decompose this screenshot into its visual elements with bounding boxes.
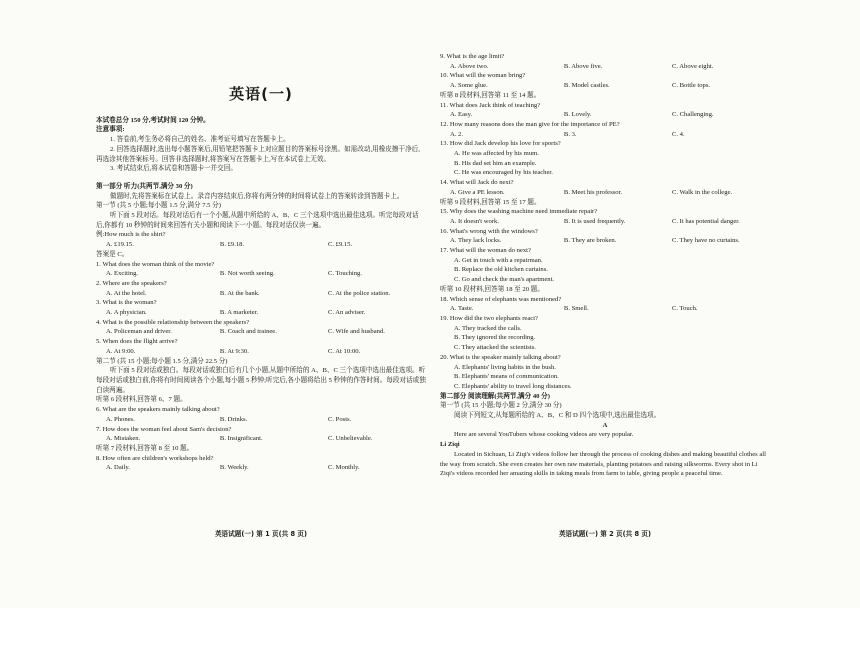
question-text: 4. What is the possible relationship between the speakers?: [96, 318, 250, 326]
example-options: [96, 240, 426, 250]
question-options: [440, 236, 770, 246]
question-18: [440, 295, 770, 314]
question-10: [440, 71, 770, 90]
question-text: 9. What is the age limit?: [440, 53, 505, 60]
section2-intro: 听下面 5 段对话或独白。每段对话或独白后有几个小题,从题中所给的 A、B、C 三个选项中选出最佳选项。听每段对话或独白前,你将有时间阅读各个小题,每小题 5 秒钟;听完后,各小题将给出 5 秒钟的作答时间。每段对话或独白读两遍。: [96, 367, 426, 394]
option: B. His dad set him an example.: [454, 159, 537, 167]
question-15: [440, 207, 770, 226]
option: C. Touching.: [327, 270, 363, 278]
section1-intro: 听下面 5 段对话。每段对话后有一个小题,从题中所给的 A、B、C 三个选项中选出最佳选项。听完每段对话后,你都有 10 秒钟的时间来回答有关小题和阅读下一小题。每段对话仅读一遍。: [96, 212, 419, 229]
question-options: [440, 188, 770, 198]
option: C. Go and check the man's apartment.: [454, 276, 555, 284]
listening-material-8: 听第 8 段材料,回答第 11 至 14 题。: [440, 91, 541, 99]
option: B. Model castles.: [563, 82, 610, 90]
question-options: [96, 308, 426, 318]
question-options: [96, 347, 426, 357]
passage-label: A: [602, 421, 608, 429]
example-answer: 答案是 C。: [96, 250, 129, 258]
option: B. They ignored the recording.: [454, 334, 536, 342]
option: B. They are broken.: [563, 237, 617, 245]
option: B. Above five.: [563, 62, 603, 70]
listening-material-9: 听第 9 段材料,回答第 15 至 17 题。: [440, 198, 541, 206]
part2-intro: 阅读下列短文,从每题所给的 A、B、C 和 D 四个选项中,选出最佳选项。: [454, 412, 661, 420]
option: B. A marketer.: [219, 309, 259, 317]
note-1: 1. 答卷前,考生务必将自己的姓名、准考证号填写在答题卡上。: [110, 136, 290, 144]
part2-section1-heading: 第一节 (共 15 小题;每小题 2 分,满分 30 分): [440, 402, 562, 410]
option: A. Get in touch with a repairman.: [454, 256, 543, 264]
option: B. Replace the old kitchen curtains.: [454, 266, 548, 274]
question-text: 7. How does the woman feel about Sam's decision?: [96, 425, 232, 433]
question-16: [440, 227, 770, 246]
option: B. £9.18.: [219, 241, 245, 249]
question-text: 1. What does the woman think of the movie?: [96, 260, 215, 268]
option: A. At 9:00.: [106, 347, 136, 355]
question-7: [96, 425, 426, 444]
part2-heading: 第二部分 阅读理解(共两节,满分 40 分): [440, 392, 550, 400]
option: B. Insignificant.: [219, 435, 263, 443]
question-14: [440, 178, 770, 197]
option: A. Policeman and driver.: [106, 328, 172, 336]
option: A. They tracked the calls.: [454, 324, 522, 332]
question-text: 2. Where are the speakers?: [96, 279, 167, 287]
option: C. Posts.: [327, 415, 352, 423]
option: A. £19.15.: [106, 241, 134, 249]
option: C. £9.15.: [327, 241, 353, 249]
question-text: 11. What does Jack think of teaching?: [440, 101, 541, 109]
option: A. Elephants' living habits in the bush.: [454, 363, 556, 371]
question-options: [440, 62, 770, 72]
option: C. Unbelievable.: [327, 435, 373, 443]
option: C. Monthly.: [327, 464, 360, 472]
passage-subheading: Li Ziqi: [440, 441, 460, 449]
option: C. An adviser.: [327, 309, 366, 317]
option: A. Easy.: [450, 111, 473, 119]
option: B. 3.: [563, 130, 577, 138]
question-text: 3. What is the woman?: [96, 299, 157, 307]
option: C. It has potential danger.: [671, 217, 740, 225]
question-options: [96, 269, 426, 279]
option: A. It doesn't work.: [450, 217, 499, 225]
option: C. Elephants' ability to travel long distances.: [454, 382, 572, 390]
option: B. Weekly.: [219, 464, 249, 472]
part1-intro: 做题时,先将答案标在试卷上。录音内容结束后,你将有两分钟的时间将试卷上的答案转涂到答题卡上。: [110, 192, 404, 200]
question-options: [96, 289, 426, 299]
option: A. Daily.: [106, 464, 130, 472]
option: B. Not worth seeing.: [219, 270, 275, 278]
page-footer-2: 英语试题(一) 第 2 页(共 8 页): [558, 530, 652, 538]
section2-heading: 第二节 (共 15 小题;每小题 1.5 分,满分 22.5 分): [96, 357, 228, 365]
option: C. They have no curtains.: [671, 237, 740, 245]
option: B. Smell.: [563, 305, 589, 313]
question-13: [440, 139, 770, 178]
question-text: 15. Why does the washing machine need immediate repair?: [440, 208, 598, 216]
page-footer-1: 英语试题(一) 第 1 页(共 8 页): [214, 530, 308, 538]
question-8: [96, 454, 426, 473]
question-9: [440, 52, 770, 71]
question-options: [96, 415, 426, 425]
option: A. Taste.: [450, 305, 474, 313]
question-text: 6. What are the speakers mainly talking about?: [96, 406, 220, 414]
option: C. At the police station.: [327, 289, 391, 297]
option: C. They attacked the scientists.: [454, 344, 536, 352]
option: C. Bottle tops.: [671, 82, 711, 90]
question-12: [440, 120, 770, 139]
option: C. At 10:00.: [327, 347, 361, 355]
listening-material-6: 听第 6 段材料,回答第 6、7 题。: [96, 396, 187, 404]
option: B. Coach and trainee.: [219, 328, 277, 336]
question-2: [96, 279, 426, 298]
listening-material-7: 听第 7 段材料,回答第 8 至 10 题。: [96, 444, 194, 452]
section1-heading: 第一节 (共 5 小题;每小题 1.5 分,满分 7.5 分): [96, 202, 221, 210]
question-text: 13. How did Jack develop his love for sports?: [440, 140, 561, 148]
option: A. Mistaken.: [106, 435, 141, 443]
passage-body: Located in Sichuan, Li Ziqi's videos follow her through the process of cooking dishes and making beautiful clothes all the way from scratch. She even creates her own raw materials, planting potatoes and raising silkworms. Every shot in Li Ziqi's videos recorded her amazing skills in taking meals from farm to table, giving people a peaceful time.: [440, 450, 766, 478]
option: B. At the bank.: [219, 289, 260, 297]
question-1: [96, 260, 426, 279]
option: C. Challenging.: [671, 111, 714, 119]
question-text: 16. What's wrong with the windows?: [440, 227, 538, 235]
option: C. Walk in the college.: [671, 188, 733, 196]
question-text: 5. When does the flight arrive?: [96, 338, 178, 346]
question-options: [96, 434, 426, 444]
question-options: [96, 463, 426, 473]
question-text: 17. What will the woman do next?: [440, 247, 531, 255]
question-17: [440, 246, 770, 285]
question-6: [96, 405, 426, 424]
option: C. Wife and husband.: [327, 328, 385, 336]
question-11: [440, 101, 770, 120]
option: A. A physician.: [106, 309, 147, 317]
option: A. He was affected by his mum.: [454, 150, 539, 158]
left-column: [96, 0, 426, 608]
question-text: 20. What is the speaker mainly talking about?: [440, 353, 561, 361]
question-options: [440, 304, 770, 314]
note-2: 2. 回答选择题时,选出每小题答案后,用铅笔把答题卡上对应题目的答案标号涂黑。如需改动,用橡皮擦干净后,再选涂其他答案标号。回答非选择题时,将答案写在答题卡上,写在本试卷上无效。: [96, 145, 420, 163]
question-text: 10. What will the woman bring?: [440, 72, 526, 80]
question-3: [96, 298, 426, 317]
option: A. Exciting.: [106, 270, 139, 278]
page-title: 英语(一): [229, 85, 293, 103]
listening-material-10: 听第 10 段材料,回答第 18 至 20 题。: [440, 285, 544, 293]
question-5: [96, 337, 426, 356]
option: C. He was encouraged by his teacher.: [454, 169, 553, 177]
option: A. At the hotel.: [106, 289, 147, 297]
right-column: [440, 52, 770, 660]
option: B. Elephants' means of communication.: [454, 373, 559, 381]
question-options: [440, 130, 770, 140]
option: A. Phones.: [106, 415, 135, 423]
part1-heading: 第一部分 听力(共两节,满分 30 分): [96, 182, 193, 190]
passage-intro: Here are several YouTubers whose cooking videos are very popular.: [454, 431, 634, 439]
question-text: 19. How did the two elephants react?: [440, 314, 538, 322]
option: C. 4.: [671, 130, 685, 138]
question-19: [440, 314, 770, 353]
question-options: [440, 110, 770, 120]
option: A. Give a PE lesson.: [450, 188, 505, 196]
option: A. Some glue.: [450, 82, 488, 90]
option: B. Lovely.: [563, 111, 592, 119]
question-options: [96, 327, 426, 337]
exam-info: 本试卷总分 150 分,考试时间 120 分钟。: [96, 116, 210, 124]
question-text: 14. What will Jack do next?: [440, 179, 514, 187]
option: B. It is used frequently.: [563, 217, 626, 225]
option: A. They lack locks.: [450, 237, 502, 245]
question-text: 8. How often are children's workshops held?: [96, 454, 214, 462]
option: C. Above eight.: [671, 62, 714, 70]
question-text: 18. Which sense of elephants was mentioned?: [440, 295, 562, 303]
example-question: 例:How much is the shirt?: [96, 231, 166, 239]
question-20: [440, 353, 770, 392]
option: B. Drinks.: [219, 415, 248, 423]
option: B. Meet his professor.: [563, 188, 622, 196]
option: B. At 9:30.: [219, 347, 249, 355]
option: A. Above two.: [450, 62, 489, 70]
option: C. Touch.: [671, 305, 698, 313]
option: A. 2.: [450, 130, 464, 138]
question-4: [96, 318, 426, 337]
notes-heading: 注意事项:: [96, 126, 125, 134]
note-3: 3. 考试结束后,将本试卷和答题卡一并交回。: [110, 165, 237, 173]
question-text: 12. How many reasons does the man give for the importance of PE?: [440, 120, 620, 128]
question-options: [440, 81, 770, 91]
question-options: [440, 217, 770, 227]
